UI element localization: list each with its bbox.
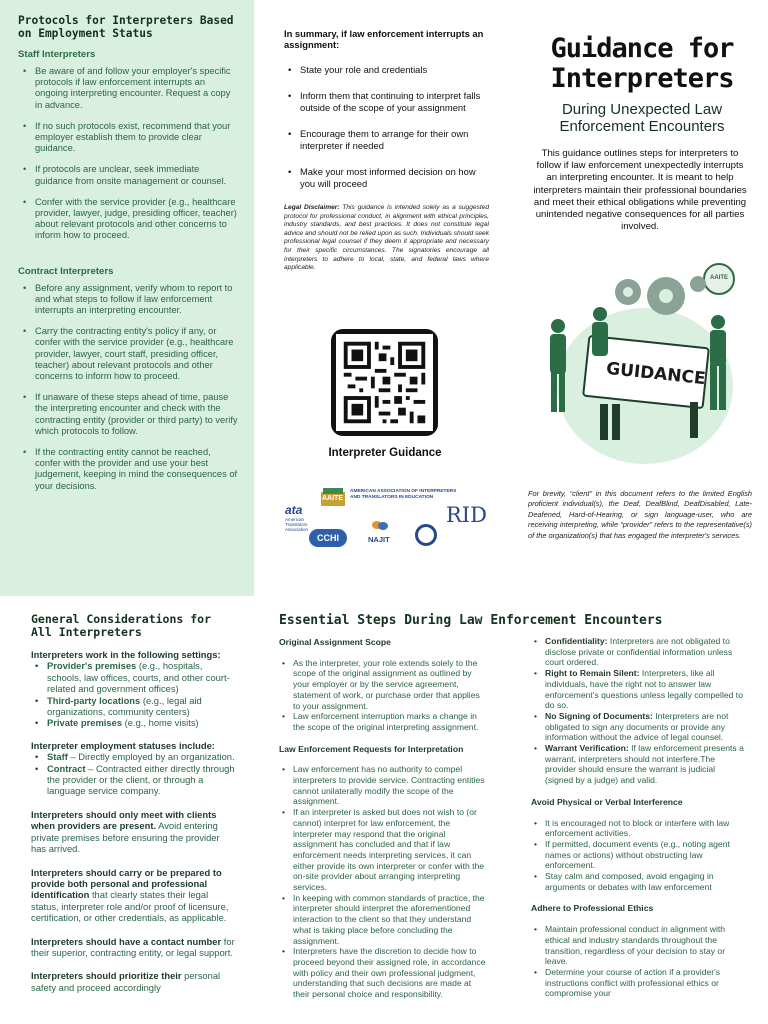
list-item	[531, 636, 745, 668]
list-item	[31, 717, 236, 728]
desc: (e.g., home visits)	[122, 717, 199, 729]
bold-lead: Interpreters should prioritize their	[31, 970, 182, 982]
list-item: • If protocols are unclear, seek immediate guidance from onsite management or counsel.	[18, 164, 238, 186]
term: Right to Remain Silent:	[545, 668, 640, 679]
paragraph	[31, 809, 236, 855]
rest: Avoid entering private premises before ensuring the provider has arrived.	[31, 820, 220, 855]
desc: (e.g., hospitals, schools, law offices, courts, and other court-related and government offices)	[47, 660, 230, 695]
requests-heading: Law Enforcement Requests for Interpretation	[279, 743, 464, 754]
desc: (e.g., legal aid organizations, community centers)	[47, 694, 202, 718]
guidance-sign-text: GUIDANCE	[605, 358, 707, 390]
list-item: • Carry the contracting entity's policy if any, or confer with the service provider (e.g., healthcare provider, lawyer, court staff, presiding officer, teacher) about relevant protocols and other concerns to inform how to proceed.	[18, 326, 238, 382]
list-item	[531, 743, 745, 786]
contract-list	[18, 283, 238, 492]
list-item: • Stay calm and composed, avoid engaging in arguments or debates with law enforcement	[531, 871, 745, 892]
list-item: • Make your most informed decision on how you will proceed	[284, 166, 489, 190]
paragraph	[31, 936, 236, 959]
ata-logo	[285, 503, 315, 532]
guidance-illustration	[540, 268, 750, 478]
rid-logo: RID	[446, 503, 487, 527]
employment-protocols-panel	[0, 0, 254, 596]
legal-disclaimer	[284, 204, 489, 273]
bold-lead: Interpreters should only meet with clients when providers are present.	[31, 808, 217, 832]
cover-subtitle-line1: During Unexpected Law	[561, 101, 723, 118]
desc: If law enforcement presents a warrant, interpreters should not interfere.The provider should ensure the warrant is judicial (signed by a judge) and valid.	[545, 743, 744, 786]
term: Confidentiality:	[545, 636, 608, 646]
term: Provider's premises	[47, 660, 137, 672]
list-item: • Law enforcement interruption marks a change in the scope of the original interpreting assignment.	[279, 711, 487, 732]
list-item: • As the interpreter, your role extends solely to the scope of the original assignment as outlined by your employer or by the service agreement, statement of work, or purchase order that applies to your assignment.	[279, 658, 487, 712]
list-item	[531, 668, 745, 711]
general-title: General Considerations for All Interpreters	[31, 612, 212, 639]
cover-subtitle	[520, 101, 764, 135]
requests-list	[279, 764, 487, 999]
rest: that clearly states their legal status, interpreter role and/or proof of licensure, certification, or other credentials, as applicable.	[31, 889, 229, 924]
aaite-name: AMERICAN ASSOCIATION OF INTERPRETERS AND TRANSLATORS IN EDUCATION	[350, 489, 457, 500]
list-item: • Inform them that continuing to interpret falls outside of the scope of your assignment	[284, 90, 489, 114]
list-item: • Law enforcement has no authority to compel interpreters to provide service. Contracting entities cannot unilaterally modify the scope of the assignment.	[279, 764, 487, 807]
desc: Interpreters are not obligated to sign any documents or provide any information without the advice of legal counsel.	[545, 710, 729, 743]
list-item: • Maintain professional conduct in alignment with ethical and industry standards throughout the transition, regardless of your decision to stay or leave.	[531, 924, 745, 967]
desc: – Contracted either directly through the provider or the client, or through a language service company.	[47, 762, 235, 797]
cover-title	[520, 34, 764, 94]
term: Warrant Verification:	[545, 743, 629, 754]
najit-speech-icon	[372, 519, 388, 531]
status-lead-text: Interpreter employment statuses include:	[31, 739, 215, 751]
contract-heading: Contract Interpreters	[18, 265, 114, 277]
staff-list	[18, 66, 238, 242]
list-item	[31, 763, 236, 797]
disclaimer-label: Legal Disclaimer:	[284, 204, 340, 211]
desc: Interpreters are not obligated to disclose private or confidential information unless court ordered.	[545, 636, 733, 668]
term: Contract	[47, 762, 86, 774]
desc: Interpreters, like all individuals, have the right not to answer law enforcement's questions unless legally compelled to do so.	[545, 668, 743, 711]
essential-column-1	[279, 637, 487, 1000]
cchi-logo: CCHI	[309, 529, 347, 547]
rest: personal safety and proceed accordingly	[31, 970, 221, 993]
cover-title-line2: Interpreters	[550, 63, 734, 94]
essential-title: Essential Steps During Law Enforcement Encounters	[279, 613, 663, 628]
list-item: • If no such protocols exist, recommend that your employer establish them to provide clear guidance.	[18, 121, 238, 155]
list-item: • If permitted, document events (e.g., noting agent names or actions) without obstructing law enforcement.	[531, 839, 745, 871]
seal-icon	[415, 524, 437, 546]
scope-list	[279, 658, 487, 733]
list-item: • It is encouraged not to block or interfere with law enforcement activities.	[531, 818, 745, 839]
paragraph	[31, 970, 236, 993]
scope-heading: Original Assignment Scope	[279, 637, 391, 647]
staff-heading: Staff Interpreters	[18, 49, 96, 60]
term: Third-party locations	[47, 694, 141, 706]
bold-lead: Interpreters should have a contact number	[31, 935, 222, 947]
status-lead	[31, 740, 236, 751]
interference-list	[531, 818, 745, 893]
aaite-badge-logo	[320, 486, 346, 506]
cover-intro: This guidance outlines steps for interpreters to follow if law enforcement unexpectedly interrupts an interpreting encounter. It is meant to help interpreters maintain their professional boundaries and meet their ethical obligations while preventing unintended negative consequences for all parties involved.	[533, 148, 747, 233]
list-item	[31, 695, 236, 718]
list-item: • Be aware of and follow your employer's specific protocols if law enforcement interrupts an ongoing interpreting encounter. Request a copy in advance.	[18, 66, 238, 111]
ata-sub: American Translators Association	[285, 517, 309, 532]
aaite-seal-text: AAITE	[710, 275, 728, 281]
list-item: • If an interpreter is asked but does not wish to (or cannot) interpret for law enforcement, the interpreter may respond that the original assignment has concluded and that if law enforcement needs interpreting services, it can either provide its own interpreter or confer with the on-site provider about arranging interpreting services.	[279, 807, 487, 893]
list-item: • In keeping with common standards of practice, the interpreter should interpret the aforementioned interaction to the client so that they understand what is taking place before concluding the assignment.	[279, 893, 487, 947]
summary-list	[284, 64, 489, 190]
list-item	[31, 660, 236, 694]
general-considerations	[31, 613, 236, 993]
ata-mark: ata	[285, 503, 303, 517]
desc: – Directly employed by an organization.	[67, 751, 235, 763]
qr-caption: Interpreter Guidance	[328, 447, 442, 459]
list-item	[531, 711, 745, 743]
list-item: • If unaware of these steps ahead of time, pause the interpreting encounter and check with the contracting entity (provider or third party) to verify which protocols to follow.	[18, 392, 238, 437]
list-item: • If the contracting entity cannot be reached, confer with the provider and use your best judgement, keeping in mind the consequences of your decisions.	[18, 447, 238, 492]
settings-list	[31, 660, 236, 728]
status-list	[31, 751, 236, 797]
term: Staff	[47, 751, 68, 763]
term: Private premises	[47, 717, 123, 729]
najit-logo: NAJIT	[368, 535, 390, 544]
summary-section	[284, 28, 489, 273]
settings-lead-text: Interpreters work in the following settings:	[31, 649, 221, 660]
cover-title-line1: Guidance for	[550, 33, 734, 64]
list-item: • Encourage them to arrange for their own interpreter if needed	[284, 128, 489, 152]
cover-subtitle-line2: Enforcement Encounters	[559, 118, 725, 135]
interference-heading: Avoid Physical or Verbal Interference	[531, 796, 683, 807]
settings-lead	[31, 649, 236, 660]
essential-column-2	[531, 636, 745, 999]
list-item: • Confer with the service provider (e.g., healthcare provider, lawyer, judge, presiding officer, teacher) about relevant protocols and other concerns to inform how to proceed.	[18, 197, 238, 242]
rights-list	[531, 636, 745, 786]
term: No Signing of Documents:	[545, 710, 653, 721]
list-item: • Interpreters have the discretion to decide how to proceed beyond their assigned role, in accordance with policy and their own professional judgment, understanding that such decisions are made at their personal choice and responsibility.	[279, 946, 487, 1000]
aaite-badge-text: AAITE	[322, 495, 343, 502]
summary-lead: In summary, if law enforcement interrupts an assignment:	[284, 28, 484, 50]
paragraph	[31, 867, 236, 924]
list-item: • State your role and credentials	[284, 64, 489, 76]
list-item	[31, 751, 236, 762]
panel-title: Protocols for Interpreters Based on Employment Status	[18, 14, 234, 40]
list-item: • Determine your course of action if a provider's instructions conflict with professional ethics or compromise your	[531, 967, 745, 999]
list-item: • Before any assignment, verify whom to report to and what steps to follow if law enforcement interrupts an interpreting encounter.	[18, 283, 238, 317]
bold-lead: Interpreters should carry or be prepared to provide both personal and professional identification	[31, 866, 222, 901]
rest: for their superior, contracting entity, or legal support.	[31, 935, 235, 958]
brevity-note: For brevity, “client” in this document refers to the limited English proficient individual(s), the Deaf, DeafBlind, DeafDisabled, Late-Deafened, Hard-of-Hearing, or sign language-user, who are receiving interpreting, while “provider” refers to the representative(s) of the organization(s) that has engaged the interpreter's services.	[528, 489, 752, 540]
qr-code-icon[interactable]	[331, 329, 438, 436]
ethics-heading: Adhere to Professional Ethics	[531, 903, 654, 914]
ethics-list	[531, 924, 745, 999]
disclaimer-text: This guidance is intended solely as a suggested protocol for professional conduct, in alignment with ethical principles, industry standards, and best practices. It does not constitute legal advice and should not be relied upon as such. Individuals should seek professional legal counsel if they deem it appropriate and necessary for their specific circumstances. The signatories encourage all interpreters to adhere to local, state, and federal laws where applicable.	[284, 204, 490, 272]
